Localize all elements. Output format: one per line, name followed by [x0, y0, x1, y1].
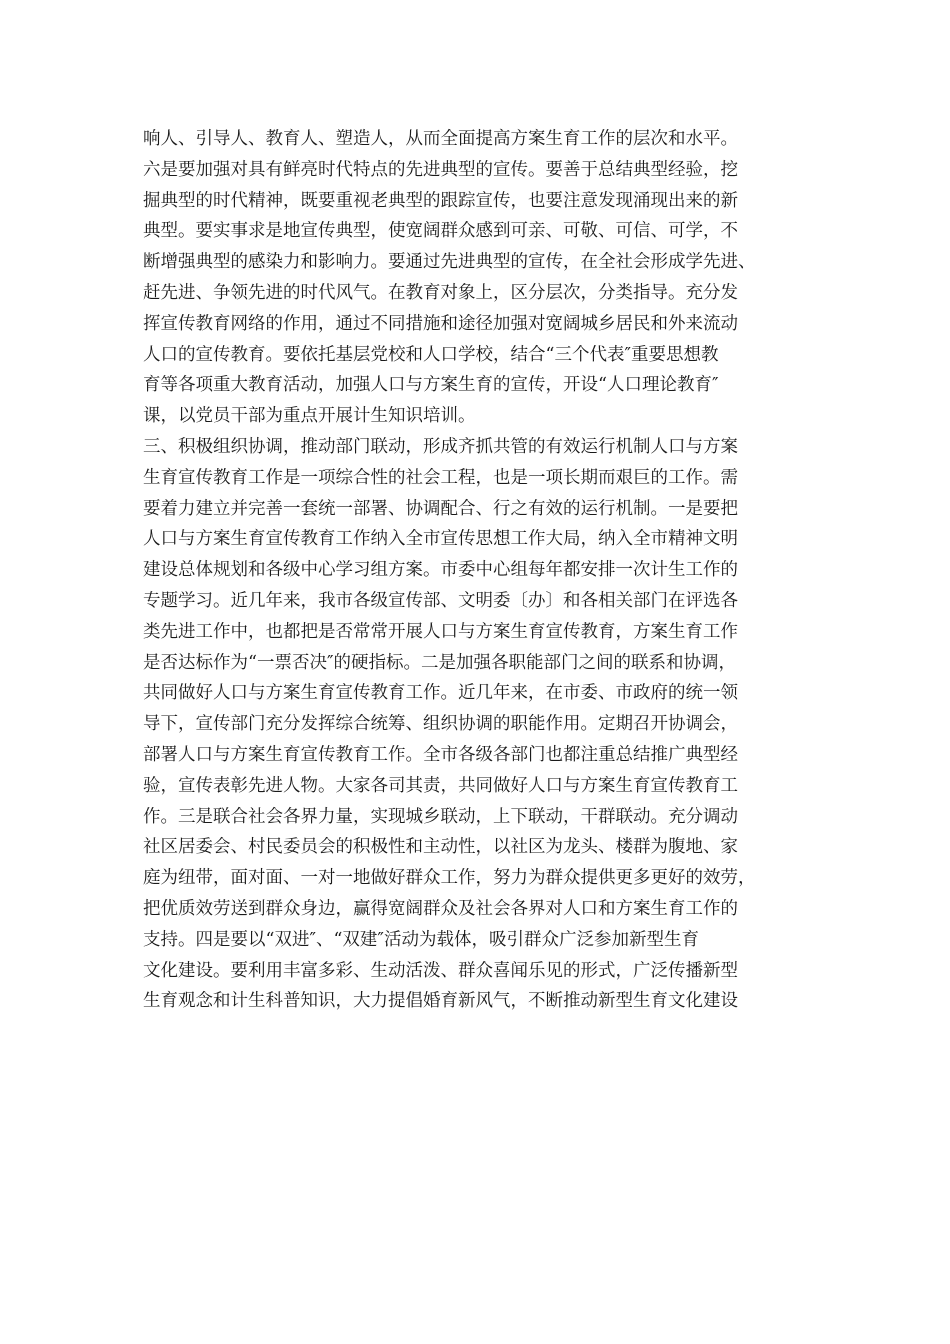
text-line: 作。三是联合社会各界力量，实现城乡联动，上下联动，干群联动。充分调动 [143, 806, 738, 827]
text-line: 建设总体规划和各级中心学习组方案。市委中心组每年都安排一次计生工作的 [143, 560, 738, 581]
text-line: 典型。要实事求是地宣传典型，使宽阔群众感到可亲、可敬、可信、可学，不 [143, 221, 738, 242]
text-line: 课，以党员干部为重点开展计生知识培训。 [143, 406, 476, 427]
text-line: 六是要加强对具有鲜亮时代特点的先进典型的宣传。要善于总结典型经验，挖 [143, 159, 738, 180]
text-line: 是否达标作为“一票否决″的硬指标。二是加强各职能部门之间的联系和协调， [143, 652, 736, 673]
text-line: 生育观念和计生科普知识，大力提倡婚育新风气，不断推动新型生育文化建设 [143, 991, 738, 1012]
text-line: 部署人口与方案生育宣传教育工作。全市各级各部门也都注重总结推广典型经 [143, 744, 738, 765]
text-line: 三、积极组织协调，推动部门联动，形成齐抓共管的有效运行机制人口与方案 [143, 436, 738, 457]
text-line: 断增强典型的感染力和影响力。要通过先进典型的宣传，在全社会形成学先进、 [143, 252, 756, 273]
body-text [143, 124, 813, 1017]
text-line: 赶先进、争领先进的时代风气。在教育对象上，区分层次，分类指导。充分发 [143, 282, 738, 303]
text-line: 生育宣传教育工作是一项综合性的社会工程，也是一项长期而艰巨的工作。需 [143, 467, 738, 488]
text-line: 育等各项重大教育活动，加强人口与方案生育的宣传，开设“人口理论教育″ [143, 375, 719, 396]
text-line: 挥宣传教育网络的作用，通过不同措施和途径加强对宽阔城乡居民和外来流动 [143, 313, 738, 334]
text-line: 类先进工作中，也都把是否常常开展人口与方案生育宣传教育，方案生育工作 [143, 621, 738, 642]
text-line: 人口的宣传教育。要依托基层党校和人口学校，结合“三个代表″重要思想教 [143, 344, 719, 365]
text-line: 支持。四是要以“双进″、“双建″活动为载体，吸引群众广泛参加新型生育 [143, 929, 699, 950]
text-line: 文化建设。要利用丰富多彩、生动活泼、群众喜闻乐见的形式，广泛传播新型 [143, 960, 738, 981]
text-line: 人口与方案生育宣传教育工作纳入全市宣传思想工作大局，纳入全市精神文明 [143, 529, 738, 550]
text-line: 庭为纽带，面对面、一对一地做好群众工作，努力为群众提供更多更好的效劳， [143, 868, 756, 889]
text-line: 共同做好人口与方案生育宣传教育工作。近几年来，在市委、市政府的统一领 [143, 683, 738, 704]
text-line: 专题学习。近几年来，我市各级宣传部、文明委〔办〕和各相关部门在评选各 [143, 590, 738, 611]
text-line: 社区居委会、村民委员会的积极性和主动性，以社区为龙头、楼群为腹地、家 [143, 837, 738, 858]
text-line: 导下，宣传部门充分发挥综合统筹、组织协调的职能作用。定期召开协调会， [143, 714, 738, 735]
text-line: 响人、引导人、教育人、塑造人，从而全面提高方案生育工作的层次和水平。 [143, 129, 738, 149]
text-line: 要着力建立并完善一套统一部署、协调配合、行之有效的运行机制。一是要把 [143, 498, 738, 519]
text-line: 掘典型的时代精神，既要重视老典型的跟踪宣传，也要注意发现涌现出来的新 [143, 190, 738, 211]
text-line: 验，宣传表彰先进人物。大家各司其责，共同做好人口与方案生育宣传教育工 [143, 775, 738, 796]
text-line: 把优质效劳送到群众身边，赢得宽阔群众及社会各界对人口和方案生育工作的 [143, 898, 738, 919]
